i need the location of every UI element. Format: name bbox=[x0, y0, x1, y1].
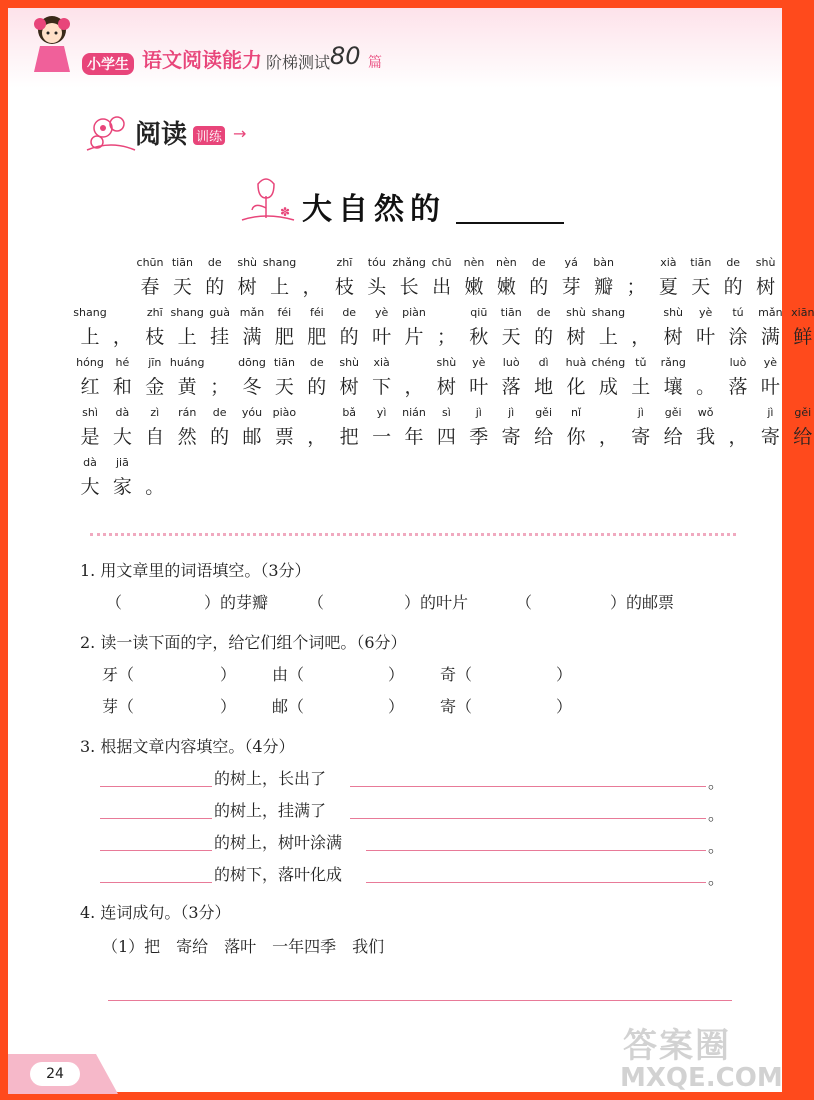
q3-row4-blank-b[interactable] bbox=[366, 882, 706, 883]
hanzi: 天 bbox=[501, 326, 521, 348]
hanzi: 化 bbox=[566, 376, 586, 398]
hanzi: 寄 bbox=[760, 426, 780, 448]
q3-row4-blank-a[interactable] bbox=[100, 882, 212, 883]
hanzi: 红 bbox=[80, 376, 100, 398]
q1-blank-3-open: （ bbox=[516, 593, 533, 612]
hanzi: 天 bbox=[172, 276, 192, 298]
pinyin: jīn bbox=[148, 356, 162, 369]
hanzi: 头 bbox=[367, 276, 387, 298]
pinyin: de bbox=[309, 356, 324, 369]
q3-row4-end: 。 bbox=[708, 869, 725, 888]
tulip-icon bbox=[236, 176, 300, 226]
girl-mascot-icon bbox=[28, 12, 76, 76]
header-suffix: 篇 bbox=[368, 55, 382, 71]
pinyin: tóu bbox=[367, 256, 386, 269]
pinyin: chéng bbox=[591, 356, 626, 369]
pinyin: jì bbox=[767, 406, 774, 419]
hanzi: 。 bbox=[696, 376, 716, 398]
q2-r2-b: 邮（ bbox=[272, 697, 305, 716]
q2-r1-a-close: ） bbox=[220, 665, 237, 684]
hanzi: 的 bbox=[534, 326, 554, 348]
hanzi: 家 bbox=[112, 476, 132, 498]
hanzi: 自 bbox=[145, 426, 165, 448]
hanzi: ， bbox=[302, 276, 322, 298]
header-number: 80 bbox=[330, 42, 361, 70]
hanzi: 叶 bbox=[469, 376, 489, 398]
passage-line bbox=[80, 406, 813, 456]
hanzi: 夏 bbox=[658, 276, 678, 298]
pinyin: de bbox=[212, 406, 227, 419]
pinyin: huà bbox=[565, 356, 587, 369]
pinyin: nèn bbox=[496, 256, 517, 269]
hanzi: 涂 bbox=[728, 326, 748, 348]
pinyin: yè bbox=[763, 356, 778, 369]
hanzi: 秋 bbox=[469, 326, 489, 348]
q1-blank-1-open: （ bbox=[106, 593, 123, 612]
hanzi: 出 bbox=[432, 276, 452, 298]
hanzi: 天 bbox=[274, 376, 294, 398]
pinyin: tiān bbox=[690, 256, 712, 269]
hanzi: 瓣 bbox=[594, 276, 614, 298]
hanzi: 成 bbox=[598, 376, 618, 398]
hanzi: 春 bbox=[140, 276, 160, 298]
hanzi: 叶 bbox=[760, 376, 780, 398]
hanzi: 把 bbox=[339, 426, 359, 448]
hanzi: ， bbox=[728, 426, 748, 448]
hanzi: 树 bbox=[566, 326, 586, 348]
pinyin: jì bbox=[637, 406, 644, 419]
hanzi: 金 bbox=[145, 376, 165, 398]
hanzi: 枝 bbox=[145, 326, 165, 348]
pinyin: zhī bbox=[146, 306, 163, 319]
worksheet-page bbox=[8, 8, 814, 1093]
pinyin: rǎng bbox=[660, 356, 686, 369]
q3-row3-text: 的树上，树叶涂满 bbox=[214, 833, 343, 852]
pinyin: xià bbox=[660, 256, 677, 269]
pinyin: hóng bbox=[76, 356, 104, 369]
hanzi: 和 bbox=[112, 376, 132, 398]
header-subtitle: 阶梯测试 bbox=[266, 53, 331, 72]
question-1-title: 1. 用文章里的词语填空。（3分） bbox=[80, 561, 311, 580]
hanzi: 肥 bbox=[307, 326, 327, 348]
hanzi: 落 bbox=[501, 376, 521, 398]
hanzi: 满 bbox=[760, 326, 780, 348]
question-3-title: 3. 根据文章内容填空。（4分） bbox=[80, 737, 295, 756]
passage-line bbox=[76, 356, 780, 406]
hanzi: 的 bbox=[723, 276, 743, 298]
hanzi: 嫩 bbox=[464, 276, 484, 298]
pinyin: jì bbox=[475, 406, 482, 419]
pinyin: nèn bbox=[463, 256, 485, 269]
q2-r1-b: 由（ bbox=[272, 665, 305, 684]
hanzi: 枝 bbox=[334, 276, 354, 298]
pinyin: de bbox=[536, 306, 551, 319]
arrow-right-icon: → bbox=[233, 124, 247, 143]
hanzi: 的 bbox=[339, 326, 359, 348]
q2-r2-c-close: ） bbox=[556, 697, 573, 716]
pinyin: tiān bbox=[500, 306, 522, 319]
hanzi: ， bbox=[631, 326, 651, 348]
hanzi: 叶 bbox=[696, 326, 716, 348]
hanzi: 。 bbox=[145, 476, 165, 498]
pinyin: tiān bbox=[171, 256, 193, 269]
q2-r2-a-close: ） bbox=[220, 697, 237, 716]
hanzi: 给 bbox=[534, 426, 554, 448]
hanzi: ； bbox=[210, 376, 230, 398]
hanzi: 的 bbox=[307, 376, 327, 398]
page-header bbox=[8, 8, 782, 88]
q3-row1-end: 。 bbox=[708, 773, 725, 792]
hanzi: 下 bbox=[372, 376, 392, 398]
pinyin: huáng bbox=[169, 356, 205, 369]
pinyin: mǎn bbox=[758, 306, 783, 319]
hanzi: 土 bbox=[631, 376, 651, 398]
pinyin: shù bbox=[663, 306, 684, 319]
hanzi: 地 bbox=[534, 376, 554, 398]
hanzi: ， bbox=[598, 426, 618, 448]
pinyin: shang bbox=[73, 306, 107, 319]
hanzi: 是 bbox=[80, 426, 100, 448]
hanzi: ， bbox=[112, 326, 132, 348]
q1-blank-1-text: ）的芽瓣 bbox=[204, 593, 269, 612]
q3-row3-end: 。 bbox=[708, 837, 725, 856]
q3-row3-blank-b[interactable] bbox=[366, 850, 706, 851]
hanzi: 上 bbox=[80, 326, 100, 348]
q1-blank-2-open: （ bbox=[308, 593, 325, 612]
hanzi: 四 bbox=[436, 426, 456, 448]
pinyin: gěi bbox=[535, 406, 552, 419]
q3-row3-blank-a[interactable] bbox=[100, 850, 212, 851]
q3-row2-text: 的树上，挂满了 bbox=[214, 801, 327, 820]
hanzi: 树 bbox=[339, 376, 359, 398]
hanzi: 上 bbox=[270, 276, 290, 298]
hanzi: 上 bbox=[177, 326, 197, 348]
hanzi: 芽 bbox=[561, 276, 581, 298]
flower-icon bbox=[83, 110, 139, 154]
pinyin: shù bbox=[339, 356, 360, 369]
pinyin: shù bbox=[237, 256, 258, 269]
hanzi: 落 bbox=[728, 376, 748, 398]
svg-text:✽: ✽ bbox=[280, 205, 291, 219]
hanzi: ， bbox=[404, 376, 424, 398]
passage-line bbox=[73, 306, 814, 356]
hanzi: 然 bbox=[177, 426, 197, 448]
pinyin: luò bbox=[729, 356, 747, 369]
pinyin: shang bbox=[262, 256, 297, 269]
pinyin: piàn bbox=[402, 306, 426, 319]
pinyin: tiān bbox=[273, 356, 295, 369]
title-blank-line bbox=[456, 222, 564, 224]
hanzi: 上 bbox=[598, 326, 618, 348]
pinyin: nián bbox=[402, 406, 426, 419]
reading-label-sub: 训练 bbox=[193, 126, 225, 145]
pinyin: zì bbox=[150, 406, 160, 419]
pinyin: jì bbox=[508, 406, 515, 419]
pinyin: hé bbox=[115, 356, 130, 369]
pinyin: féi bbox=[277, 306, 292, 319]
hanzi: 长 bbox=[399, 276, 419, 298]
hanzi: 寄 bbox=[501, 426, 521, 448]
pinyin: qiū bbox=[470, 306, 488, 319]
hanzi: 壤 bbox=[663, 376, 683, 398]
hanzi: 树 bbox=[436, 376, 456, 398]
hanzi: 我 bbox=[696, 426, 716, 448]
pinyin: wǒ bbox=[697, 406, 714, 419]
q3-row2-blank-a[interactable] bbox=[100, 818, 212, 819]
q3-row1-blank-b[interactable] bbox=[350, 786, 706, 787]
hanzi: 的 bbox=[205, 276, 225, 298]
pinyin: tǔ bbox=[635, 356, 647, 369]
pinyin: shang bbox=[170, 306, 204, 319]
pinyin: luò bbox=[502, 356, 520, 369]
header-title: 语文阅读能力 bbox=[142, 48, 262, 72]
q3-row1-text: 的树上，长出了 bbox=[214, 769, 327, 788]
hanzi: 嫩 bbox=[496, 276, 516, 298]
pinyin: nǐ bbox=[570, 406, 582, 419]
q2-r2-a: 芽（ bbox=[102, 697, 135, 716]
reading-label-text: 阅读 bbox=[135, 120, 188, 150]
pinyin: jiā bbox=[115, 456, 129, 469]
hanzi: 大 bbox=[112, 426, 132, 448]
q2-r2-c: 寄（ bbox=[440, 697, 473, 716]
passage-title: 大自然的 bbox=[302, 192, 446, 227]
question-2-title: 2. 读一读下面的字，给它们组个词吧。（6分） bbox=[80, 633, 407, 652]
pinyin: zhī bbox=[336, 256, 353, 269]
header-badge: 小学生 bbox=[82, 53, 134, 75]
pinyin: bàn bbox=[593, 256, 614, 269]
hanzi: ； bbox=[626, 276, 646, 298]
pinyin: dì bbox=[538, 356, 549, 369]
hanzi: 树 bbox=[663, 326, 683, 348]
watermark-url: MXQE.COM bbox=[620, 1063, 783, 1093]
pinyin: de bbox=[726, 256, 741, 269]
hanzi: 你 bbox=[566, 426, 586, 448]
pinyin: shì bbox=[82, 406, 98, 419]
pinyin: xià bbox=[373, 356, 390, 369]
q3-row1-blank-a[interactable] bbox=[100, 786, 212, 787]
hanzi: 天 bbox=[691, 276, 711, 298]
hanzi: ， bbox=[307, 426, 327, 448]
hanzi: 寄 bbox=[631, 426, 651, 448]
watermark-text: 答案圈 bbox=[623, 1026, 731, 1066]
pinyin: chū bbox=[431, 256, 452, 269]
hanzi: 的 bbox=[210, 426, 230, 448]
page-number: 24 bbox=[30, 1062, 80, 1086]
pinyin: shù bbox=[566, 306, 586, 319]
q2-r1-c: 奇（ bbox=[440, 665, 473, 684]
hanzi: 片 bbox=[404, 326, 424, 348]
q2-r2-b-close: ） bbox=[388, 697, 405, 716]
pinyin: dà bbox=[83, 456, 97, 469]
q3-row2-blank-b[interactable] bbox=[350, 818, 706, 819]
pinyin: tú bbox=[732, 306, 744, 319]
pinyin: yè bbox=[698, 306, 713, 319]
passage-line bbox=[80, 256, 776, 306]
pinyin: yóu bbox=[241, 406, 263, 419]
pinyin: mǎn bbox=[239, 306, 265, 319]
hanzi: 树 bbox=[756, 276, 776, 298]
dotted-divider bbox=[90, 533, 736, 536]
pinyin: bǎ bbox=[342, 406, 357, 419]
q2-r1-a: 牙（ bbox=[102, 665, 135, 684]
question-4-title: 4. 连词成句。（3分） bbox=[80, 903, 231, 922]
pinyin: yè bbox=[374, 306, 389, 319]
pinyin: guà bbox=[209, 306, 230, 319]
pinyin: zhǎng bbox=[392, 256, 426, 269]
q3-row2-end: 。 bbox=[708, 805, 725, 824]
q1-blank-2-text: ）的叶片 bbox=[404, 593, 469, 612]
pinyin: gěi bbox=[794, 406, 812, 419]
passage-line bbox=[80, 456, 740, 506]
hanzi: 票 bbox=[274, 426, 294, 448]
pinyin: chūn bbox=[136, 256, 164, 269]
pinyin: de bbox=[207, 256, 222, 269]
pinyin: shù bbox=[436, 356, 457, 369]
pinyin: yè bbox=[472, 356, 486, 369]
hanzi: 给 bbox=[663, 426, 683, 448]
hanzi: 肥 bbox=[274, 326, 294, 348]
pinyin: rán bbox=[178, 406, 197, 419]
pinyin: sì bbox=[441, 406, 451, 419]
pinyin: shù bbox=[755, 256, 776, 269]
q1-blank-3-text: ）的邮票 bbox=[610, 593, 675, 612]
pinyin: yì bbox=[376, 406, 387, 419]
hanzi: 树 bbox=[237, 276, 257, 298]
hanzi: 挂 bbox=[210, 326, 230, 348]
hanzi: 邮 bbox=[242, 426, 262, 448]
pinyin: yá bbox=[564, 256, 578, 269]
pinyin: shang bbox=[591, 306, 626, 319]
hanzi: 叶 bbox=[372, 326, 392, 348]
hanzi: 给 bbox=[793, 426, 813, 448]
q4-answer-line[interactable] bbox=[108, 1000, 732, 1001]
hanzi: ； bbox=[436, 326, 456, 348]
q2-r1-c-close: ） bbox=[556, 665, 573, 684]
pinyin: dà bbox=[115, 406, 130, 419]
pinyin: piào bbox=[272, 406, 297, 419]
q2-r1-b-close: ） bbox=[388, 665, 405, 684]
hanzi: 一 bbox=[372, 426, 392, 448]
q4-item-1: （1）把 寄给 落叶 一年四季 我们 bbox=[102, 937, 385, 956]
hanzi: 黄 bbox=[177, 376, 197, 398]
pinyin: gěi bbox=[664, 406, 682, 419]
q3-row4-text: 的树下，落叶化成 bbox=[214, 865, 343, 884]
hanzi: 大 bbox=[80, 476, 100, 498]
pinyin: dōng bbox=[238, 356, 266, 369]
hanzi: 冬 bbox=[242, 376, 262, 398]
pinyin: féi bbox=[309, 306, 324, 319]
pinyin: xiān bbox=[791, 306, 814, 319]
hanzi: 年 bbox=[404, 426, 424, 448]
pinyin: de bbox=[342, 306, 357, 319]
hanzi: 满 bbox=[242, 326, 262, 348]
hanzi: 季 bbox=[469, 426, 489, 448]
hanzi: 的 bbox=[529, 276, 549, 298]
hanzi: 鲜 bbox=[793, 326, 813, 348]
pinyin: de bbox=[531, 256, 546, 269]
